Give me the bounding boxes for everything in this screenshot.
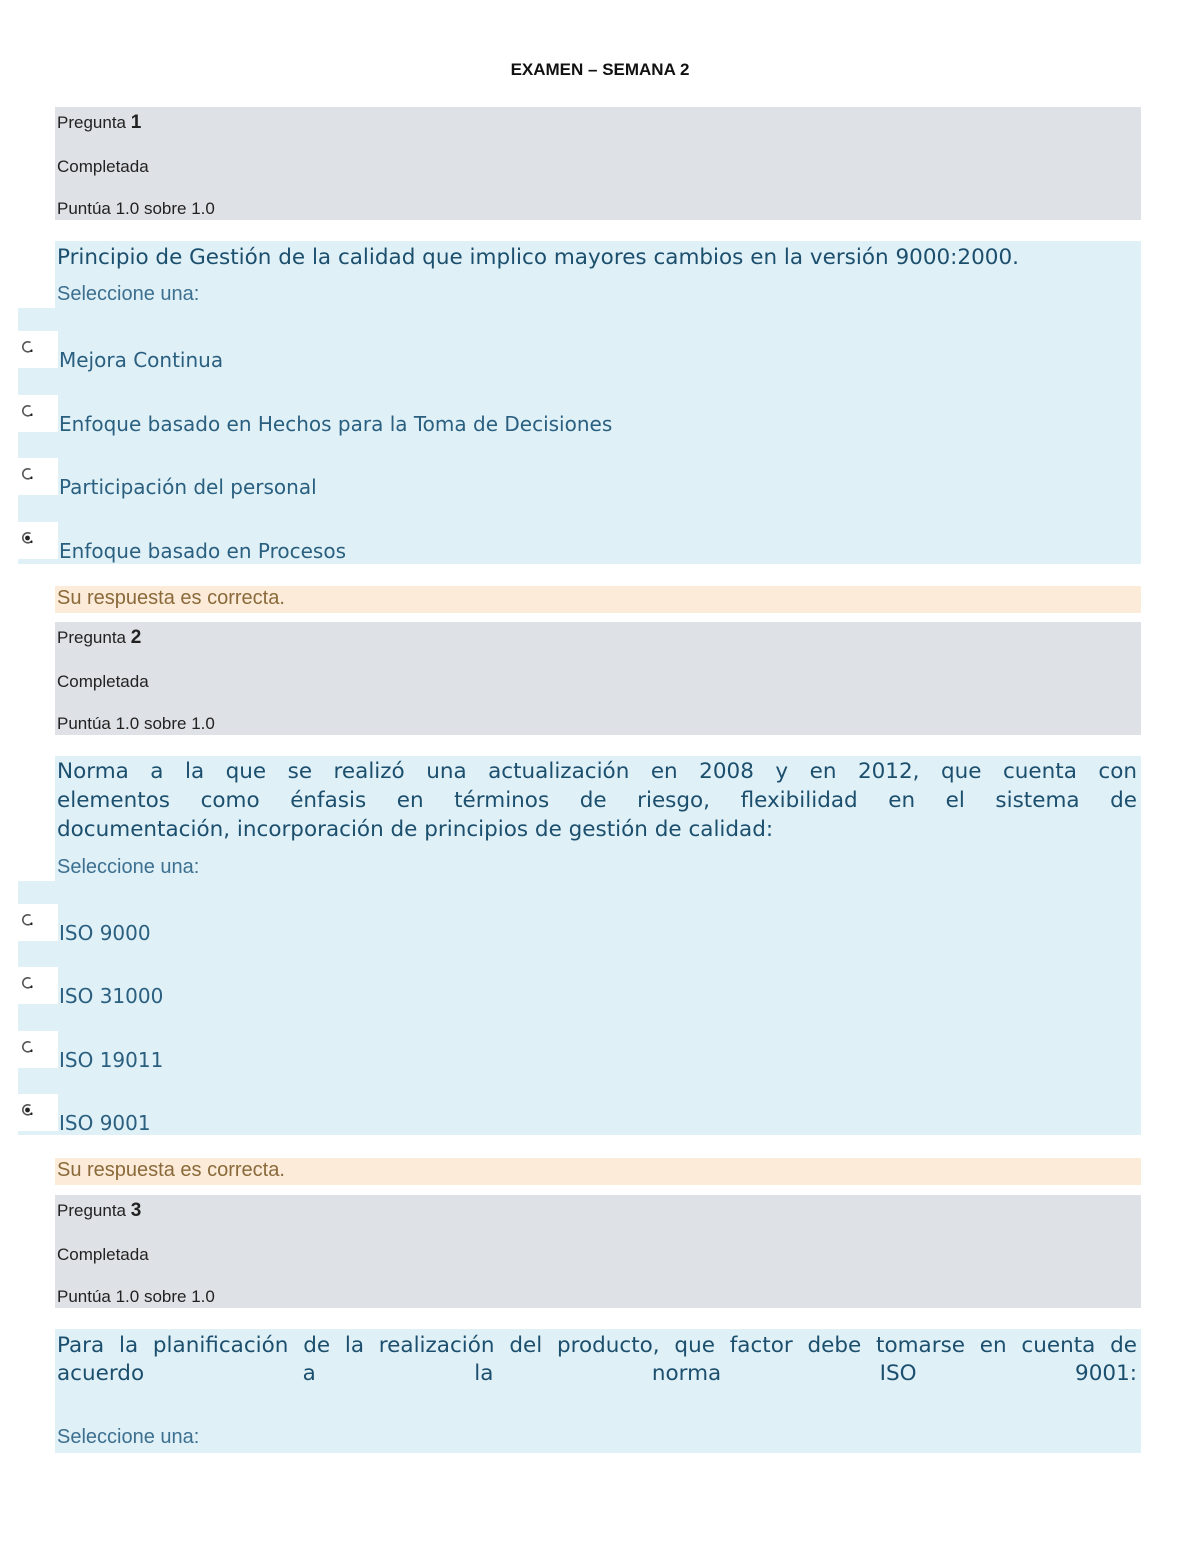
question-text-box-1 [55,241,1141,308]
question-text-box-3 [55,1329,1141,1453]
radio-unselected-icon[interactable] [21,404,35,418]
select-one-label: Seleccione una: [57,856,200,878]
question-text-line: Norma a la que se realizó una actualización en 2008 y en 2012, que cuenta con [57,759,1137,784]
question-status: Completada [57,672,149,691]
answer-option[interactable]: ISO 9001 [59,1111,151,1135]
question-text-box-2 [55,756,1141,881]
question-header [57,113,141,133]
question-header [57,628,141,648]
question-label: Pregunta [57,1201,126,1220]
answer-option[interactable]: Participación del personal [59,475,317,499]
radio-unselected-icon[interactable] [21,340,35,354]
question-label: Pregunta [57,628,126,647]
answer-option[interactable]: ISO 31000 [59,984,164,1008]
question-text-line: elementos como énfasis en términos de riesgo, flexibilidad en el sistema de [57,788,1137,813]
question-number: 1 [130,112,142,133]
question-number: 2 [130,627,142,648]
question-header [57,1201,141,1221]
question-score: Puntúa 1.0 sobre 1.0 [57,714,215,733]
question-info-3 [55,1195,1141,1308]
answer-options-2 [18,881,1141,1135]
question-status: Completada [57,1245,149,1264]
radio-unselected-icon[interactable] [21,976,35,990]
radio-unselected-icon[interactable] [21,913,35,927]
answer-option[interactable]: ISO 9000 [59,921,151,945]
feedback-box [55,586,1141,613]
document-title: EXAMEN – SEMANA 2 [510,60,690,79]
question-info-1 [55,107,1141,220]
feedback-text: Su respuesta es correcta. [57,587,285,609]
question-text-line: documentación, incorporación de principios de gestión de calidad: [57,817,774,842]
question-text: Principio de Gestión de la calidad que implico mayores cambios en la versión 9000:2000. [57,245,1019,270]
answer-option[interactable]: Enfoque basado en Hechos para la Toma de Decisiones [59,412,613,436]
question-status: Completada [57,157,149,176]
question-score: Puntúa 1.0 sobre 1.0 [57,1287,215,1306]
question-info-2 [55,622,1141,735]
feedback-box [55,1158,1141,1185]
answer-option[interactable]: Enfoque basado en Procesos [59,539,346,563]
question-number: 3 [130,1200,142,1221]
answer-options-1 [18,308,1141,564]
select-one-label: Seleccione una: [57,283,200,305]
question-score: Puntúa 1.0 sobre 1.0 [57,199,215,218]
answer-option[interactable]: Mejora Continua [59,348,224,372]
feedback-text: Su respuesta es correcta. [57,1159,285,1181]
question-label: Pregunta [57,113,126,132]
radio-selected-icon[interactable] [21,531,35,545]
question-text-line: Para la planificación de la realización del producto, que factor debe tomarse en cuenta de [57,1333,1137,1358]
radio-unselected-icon[interactable] [21,467,35,481]
select-one-label: Seleccione una: [57,1426,200,1448]
answer-option[interactable]: ISO 19011 [59,1048,164,1072]
question-text-line: acuerdo a la norma ISO 9001: [57,1361,1137,1386]
radio-selected-icon[interactable] [21,1103,35,1117]
radio-unselected-icon[interactable] [21,1040,35,1054]
